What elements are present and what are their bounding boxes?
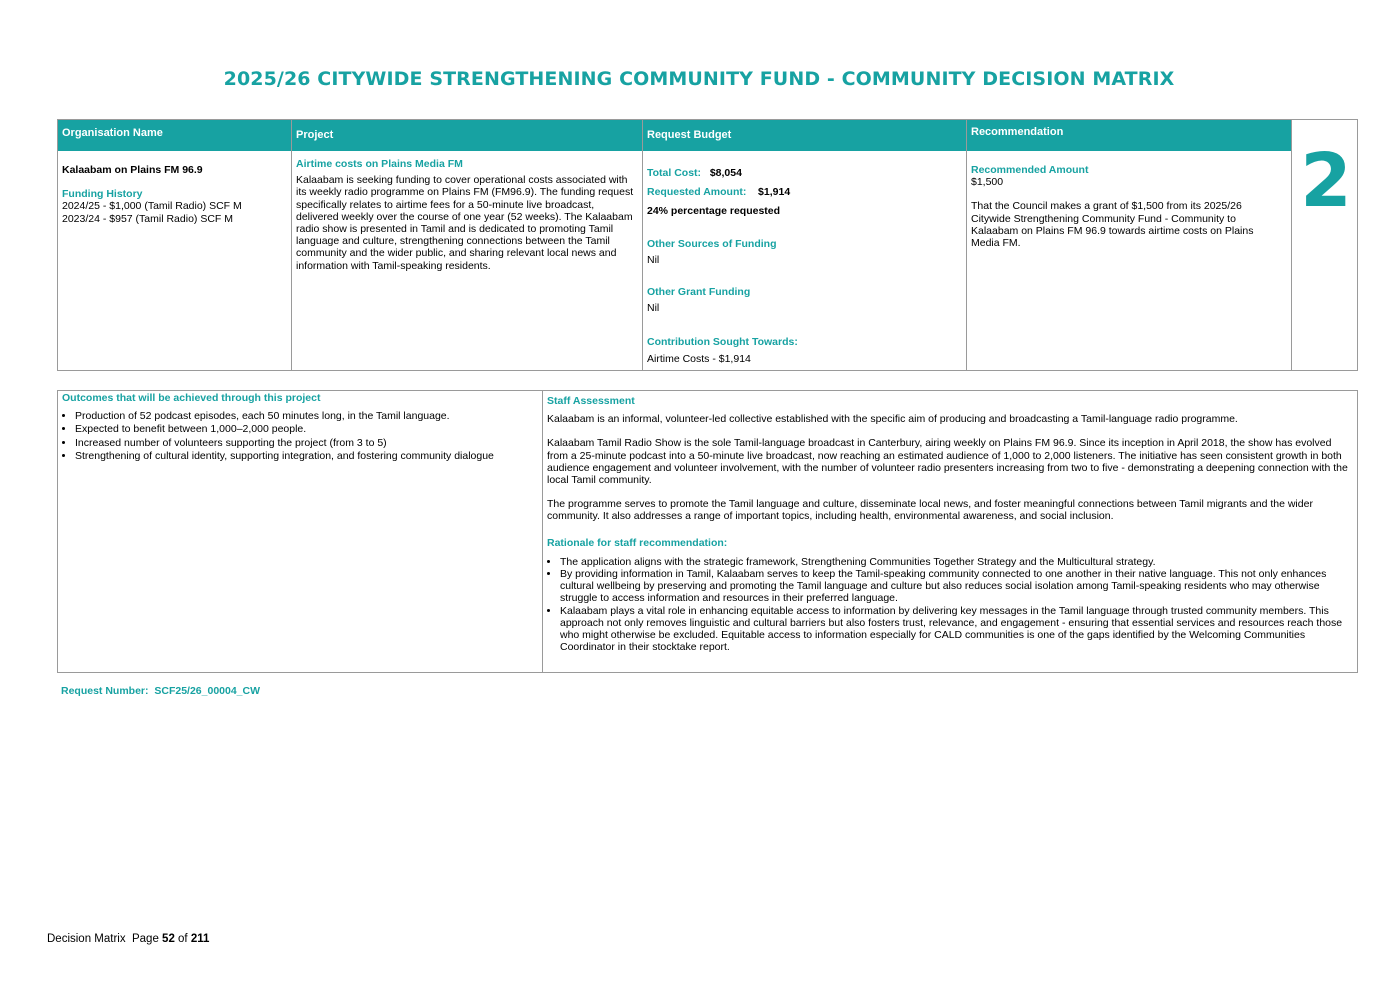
page-current: 52 (162, 933, 175, 945)
assessment-paragraph: Kalaabam is an informal, volunteer-led collective established with the specific aim of producing and broadcasting a Tamil-language radio programme. (547, 413, 1238, 426)
total-cost-value: $8,054 (709, 167, 742, 179)
contribution-label: Contribution Sought Towards: (647, 336, 798, 349)
requested-amount-value: $1,914 (758, 186, 791, 199)
page-title: 2025/26 CITYWIDE STRENGTHENING COMMUNITY FUND - COMMUNITY DECISION MATRIX (223, 68, 1175, 90)
request-number: Request Number: SCF25/26_00004_CW (61, 685, 261, 697)
list-item: • The application aligns with the strategic framework, Strengthening Communities Together Strategy and the Multicultural strategy. (560, 556, 1353, 568)
percentage-requested: 24% percentage requested (647, 205, 781, 218)
project-description: Kalaabam is seeking funding to cover operational costs associated with its weekly radio programme on Plains FM (FM96.9). The funding request specifically relates to airtime fees for a 50-minute live broadcast, delivered weekly over the course of one year (52 weeks). The Kalaabam radio show is presented in Tamil and is dedicated to promoting Tamil language and culture, strengthening connections between the Tamil community and the wider public, and sharing relevant local news and information with Tamil-speaking residents. (296, 174, 634, 272)
funding-history-item: 2024/25 - $1,000 (Tamil Radio) SCF M (62, 200, 242, 213)
list-item: • By providing information in Tamil, Kalaabam serves to keep the Tamil-speaking community connected to one another in their native language. This not only enhances cultural wellbeing by preserving and promoting the Tamil language and culture but also reduces social isolation among Tamil-speaking residents who may otherwise struggle to access information and resources in their preferred language. (560, 568, 1353, 605)
outcomes-cell (62, 392, 538, 463)
project-title: Airtime costs on Plains Media FM (296, 158, 463, 170)
budget-cell (647, 167, 962, 365)
list-item: • Production of 52 podcast episodes, each 50 minutes long, in the Tamil language. (75, 410, 538, 422)
organisation-name: Kalaabam on Plains FM 96.9 (62, 164, 203, 176)
page-footer: Decision Matrix Page 52 of 211 (47, 933, 210, 945)
header-organisation: Organisation Name (58, 120, 291, 151)
other-grant-label: Other Grant Funding (647, 286, 751, 299)
requested-amount-row: Requested Amount: $1,914 (647, 186, 791, 199)
funding-history-item: 2023/24 - $957 (Tamil Radio) SCF M (62, 212, 233, 225)
recommended-amount-label: Recommended Amount (971, 164, 1089, 176)
assessment-paragraph: Kalaabam Tamil Radio Show is the sole Tamil-language broadcast in Canterbury, airing weekly on Plains FM 96.9. Since its inception in April 2018, the show has evolved from a 25-minute podcast into a 50-minute live broadcast, now reaching an estimated audience of 1,000 to 2,000 listeners. The initiative has seen consistent growth in both audience engagement and volunteer involvement, with the number of volunteer radio presenters increasing from two to five - demonstrating a deepening connection with the local Tamil community. (547, 437, 1348, 487)
priority-number: 2 (1300, 138, 1352, 224)
recommendation-text: That the Council makes a grant of $1,500 from its 2025/26 Citywide Strengthening Community Fund - Community to Kalaabam on Plains FM 96.9 towards airtime costs on Plains Media FM. (971, 200, 1254, 250)
funding-history-label: Funding History (62, 188, 143, 201)
staff-assessment-heading: Staff Assessment (547, 395, 635, 407)
header-recommendation: Recommendation (967, 120, 1291, 151)
project-cell (296, 158, 638, 272)
staff-assessment-cell (547, 395, 1353, 653)
contribution-value: Airtime Costs - $1,914 (647, 352, 751, 365)
recommendation-cell (971, 164, 1271, 249)
header-project: Project (292, 120, 642, 151)
outcomes-heading: Outcomes that will be achieved through this project (62, 392, 321, 404)
other-sources-value: Nil (647, 253, 660, 266)
assessment-paragraph: The programme serves to promote the Tamil language and culture, disseminate local news, and foster meaningful connections between Tamil migrants and the wider community. It also addresses a range of important topics, including health, environmental awareness, and social inclusion. (547, 498, 1313, 523)
recommended-amount-value: $1,500 (971, 176, 1004, 189)
rationale-heading: Rationale for staff recommendation: (547, 536, 728, 549)
header-budget: Request Budget (643, 120, 966, 151)
list-item: • Strengthening of cultural identity, supporting integration, and fostering community dialogue (75, 450, 538, 462)
total-cost-row: Total Cost: $8,054 (647, 167, 742, 179)
other-grant-value: Nil (647, 302, 660, 315)
assessment-table (57, 390, 1358, 673)
rationale-list (547, 556, 1353, 654)
outcomes-list (62, 410, 538, 462)
list-item: • Expected to benefit between 1,000–2,000 people. (75, 423, 538, 435)
other-sources-label: Other Sources of Funding (647, 237, 777, 250)
organisation-cell (62, 164, 287, 225)
list-item: • Kalaabam plays a vital role in enhancing equitable access to information by delivering key messages in the Tamil language through trusted community members. This approach not only removes linguistic and cultural barriers but also fosters trust, relevance, and engagement - ensuring that essential services and resources reach those who might otherwise be excluded. Equitable access to information especially for CALD communities is one of the gaps identified by the Welcoming Communities Coordinator in their stocktake report. (560, 605, 1353, 654)
page-total: 211 (190, 933, 210, 945)
list-item: • Increased number of volunteers supporting the project (from 3 to 5) (75, 437, 538, 449)
decision-summary-table (57, 119, 1358, 371)
